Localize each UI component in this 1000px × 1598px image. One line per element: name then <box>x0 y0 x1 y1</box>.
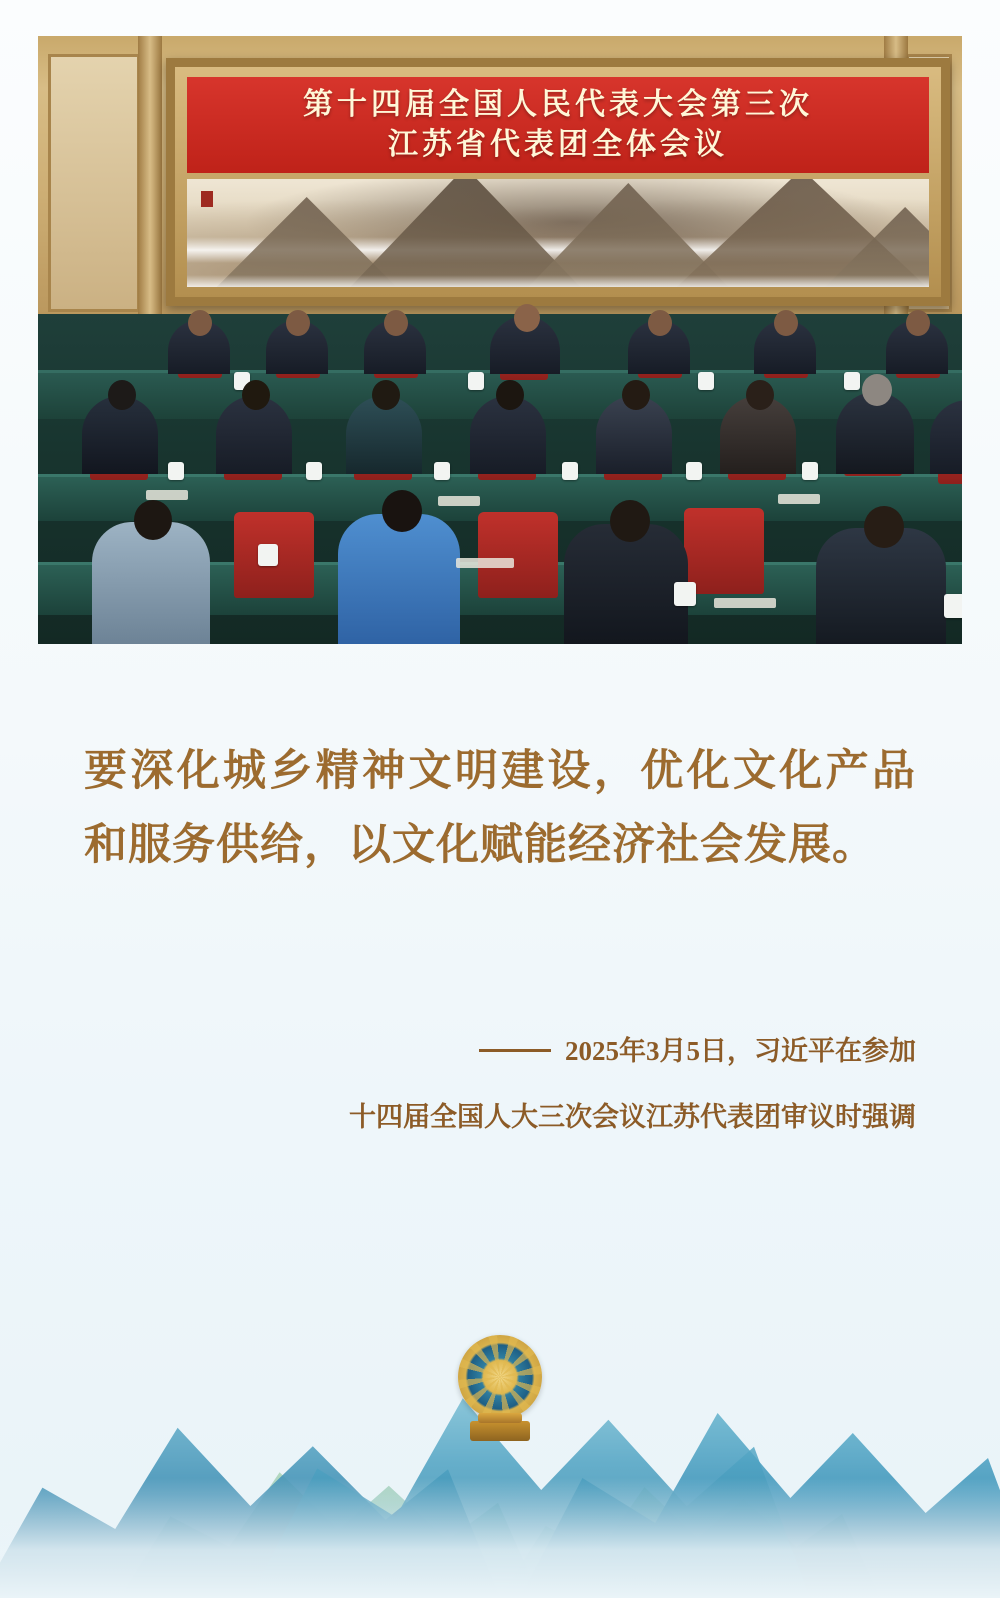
wall-pillar-left <box>138 36 162 326</box>
chair <box>684 508 764 594</box>
quote-block <box>84 735 916 883</box>
document-paper <box>146 490 188 500</box>
chair <box>478 512 558 598</box>
hall-wall <box>38 36 962 326</box>
tea-cup <box>468 372 484 390</box>
attribution-line-2: 十四届全国人大三次会议江苏代表团审议时强调 <box>349 1102 916 1132</box>
person-head <box>496 380 524 410</box>
seated-person-foreground <box>338 514 460 644</box>
banner-line-1: 第十四届全国人民代表大会第三次 <box>303 88 813 121</box>
person-head <box>514 304 540 332</box>
person-head <box>108 380 136 410</box>
attribution-block <box>84 1018 916 1150</box>
stage-backdrop-frame <box>166 58 950 306</box>
seated-person-foreground <box>564 524 688 644</box>
banner-line-2: 江苏省代表团全体会议 <box>388 128 728 161</box>
person-head <box>906 310 930 336</box>
document-paper <box>778 494 820 504</box>
medallion-stand <box>470 1421 530 1441</box>
cloisonne-medallion-icon <box>452 1335 548 1443</box>
tea-cup <box>258 544 278 566</box>
document-paper <box>438 496 480 506</box>
person-head <box>864 506 904 548</box>
person-head <box>382 490 422 532</box>
bottom-mist-fade <box>0 1478 1000 1598</box>
ink-landscape-mural-icon <box>187 179 929 287</box>
person-head <box>746 380 774 410</box>
person-head <box>610 500 650 542</box>
person-head <box>372 380 400 410</box>
attribution-line-1 <box>84 1018 916 1084</box>
tea-cup <box>674 582 696 606</box>
person-head <box>242 380 270 410</box>
tea-cup <box>802 462 818 480</box>
quote-text: 要深化城乡精神文明建设，优化文化产品和服务供给，以文化赋能经济社会发展。 <box>84 748 916 869</box>
document-paper <box>714 598 776 608</box>
tea-cup <box>944 594 962 618</box>
tea-cup <box>686 462 702 480</box>
meeting-photo <box>38 36 962 644</box>
person-head <box>286 310 310 336</box>
mural-seal-icon <box>201 191 213 207</box>
person-head <box>648 310 672 336</box>
tea-cup <box>434 462 450 480</box>
tea-cup <box>698 372 714 390</box>
person-head <box>622 380 650 410</box>
bottom-decoration <box>0 1268 1000 1598</box>
tea-cup <box>306 462 322 480</box>
document-paper <box>456 558 514 568</box>
tea-cup <box>168 462 184 480</box>
conference-room <box>38 314 962 644</box>
wall-panel-left <box>48 54 140 312</box>
person-head <box>862 374 892 406</box>
attribution-line-1-text: 2025年3月5日，习近平在参加 <box>565 1036 916 1066</box>
em-dash-rule <box>479 1049 551 1052</box>
tea-cup <box>844 372 860 390</box>
person-head <box>134 500 172 540</box>
seated-person-foreground <box>92 522 210 644</box>
mural-mist-band <box>187 275 929 287</box>
person-head <box>188 310 212 336</box>
meeting-banner <box>187 77 929 173</box>
person-head <box>384 310 408 336</box>
person-head <box>774 310 798 336</box>
medallion-petals <box>458 1335 542 1419</box>
tea-cup <box>562 462 578 480</box>
photo-canvas <box>38 36 962 644</box>
